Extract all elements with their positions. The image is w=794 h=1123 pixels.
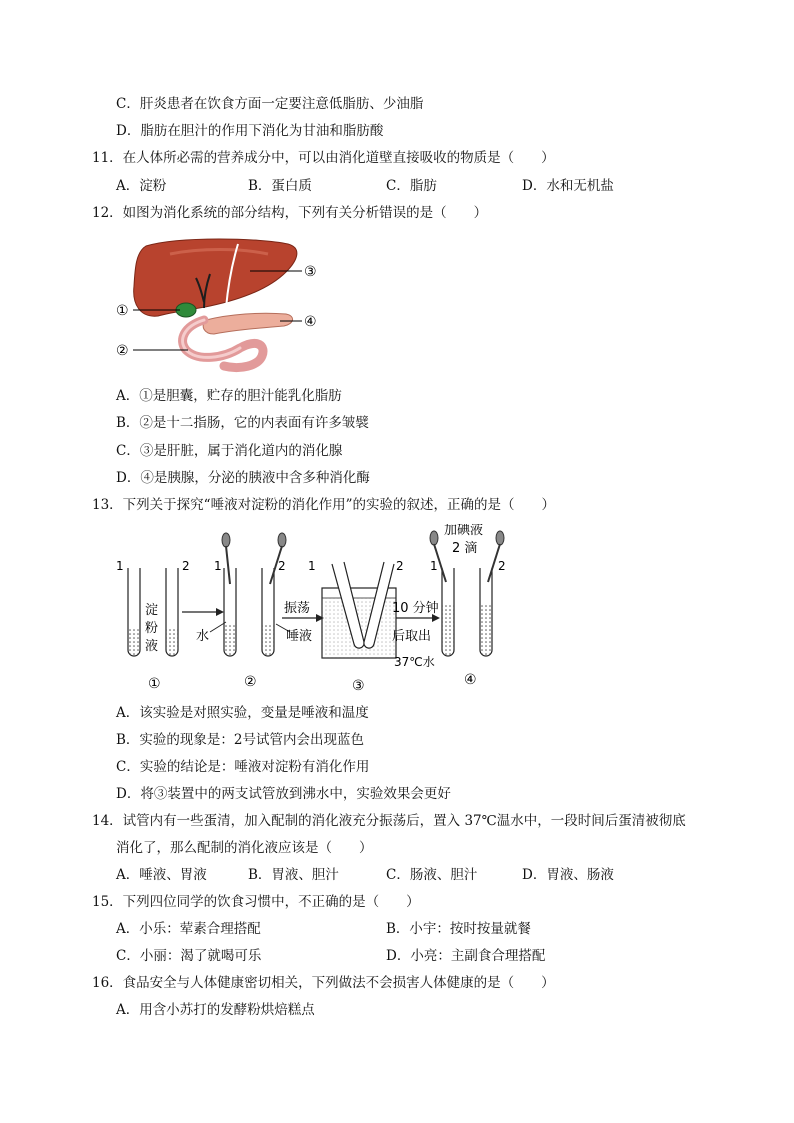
- step-num-2: ②: [244, 674, 257, 690]
- q10-option-d: D．脂肪在胆汁的作用下消化为甘油和脂肪酸: [116, 123, 384, 139]
- q14-stem-line2: 消化了，那么配制的消化液应该是（ ）: [116, 840, 373, 856]
- q12-stem: 12．如图为消化系统的部分结构，下列有关分析错误的是（ ）: [92, 205, 488, 221]
- step4-tube2-label: 2: [498, 559, 506, 573]
- q16-stem: 16．食品安全与人体健康密切相关，下列做法不会损害人体健康的是（ ）: [92, 975, 555, 991]
- arrow-1-head: [216, 608, 224, 616]
- saliva-experiment-figure: [112, 524, 524, 694]
- q11-option-b: B．蛋白质: [248, 178, 312, 194]
- step4-tube1-label: 1: [430, 559, 438, 573]
- q12-option-a: A．①是胆囊，贮存的胆汁能乳化脂肪: [116, 388, 342, 404]
- time-label-2: 后取出: [392, 629, 432, 644]
- iodine-label-1: 加碘液: [444, 524, 484, 538]
- step-num-1: ①: [148, 676, 161, 692]
- digestive-organs-figure: [110, 234, 340, 376]
- step3-tube2-label: 2: [396, 559, 404, 573]
- time-label-1: 10 分钟: [392, 601, 439, 616]
- shake-label: 振荡: [284, 601, 311, 616]
- saliva-label: 唾液: [286, 629, 313, 644]
- label-1: ①: [116, 303, 129, 319]
- q15-option-a: A．小乐：荤素合理搭配: [116, 921, 261, 937]
- q15-stem: 15．下列四位同学的饮食习惯中，不正确的是（ ）: [92, 894, 420, 910]
- step-num-3: ③: [352, 678, 365, 694]
- q14-option-c: C．肠液、胆汁: [386, 867, 478, 883]
- starch-char-2: 粉: [145, 621, 159, 636]
- label-3: ③: [304, 264, 317, 280]
- q11-option-d: D．水和无机盐: [522, 178, 614, 194]
- label-2: ②: [116, 343, 129, 359]
- q14-stem-line1: 14．试管内有一些蛋清，加入配制的消化液充分振荡后，置入 37℃温水中，一段时间后蛋清被彻底: [92, 813, 686, 829]
- pancreas-shape: [203, 313, 292, 334]
- step2-tube2-label: 2: [278, 559, 286, 573]
- iodine-label-2: 2 滴: [452, 541, 478, 556]
- q10-option-c: C．肝炎患者在饮食方面一定要注意低脂肪、少油脂: [116, 96, 424, 112]
- step3-beaker: [322, 562, 396, 658]
- label-4: ④: [304, 314, 317, 330]
- q14-option-b: B．胃液、胆汁: [248, 867, 339, 883]
- q12-option-b: B．②是十二指肠，它的内表面有许多皱襞: [116, 415, 369, 431]
- bath-label: 37℃水: [394, 655, 435, 669]
- q11-option-a: A．淀粉: [116, 178, 167, 194]
- step-num-4: ④: [464, 672, 477, 688]
- q11-option-c: C．脂肪: [386, 178, 437, 194]
- q13-option-d: D．将③装置中的两支试管放到沸水中，实验效果会更好: [116, 786, 451, 802]
- step3-tube1-label: 1: [308, 559, 316, 573]
- starch-char-1: 淀: [145, 603, 159, 618]
- q12-option-d: D．④是胰腺，分泌的胰液中含多种消化酶: [116, 470, 370, 486]
- q12-option-c: C．③是肝脏，属于消化道内的消化腺: [116, 443, 343, 459]
- q16-option-a: A．用含小苏打的发酵粉烘焙糕点: [116, 1002, 315, 1018]
- q11-stem: 11．在人体所必需的营养成分中，可以由消化道壁直接吸收的物质是（ ）: [92, 150, 555, 166]
- step2-tubes: [222, 533, 286, 656]
- q14-option-a: A．唾液、胃液: [116, 867, 207, 883]
- starch-char-3: 液: [145, 639, 159, 654]
- q13-option-a: A．该实验是对照实验，变量是唾液和温度: [116, 705, 369, 721]
- q14-option-d: D．胃液、肠液: [522, 867, 614, 883]
- step2-tube1-label: 1: [214, 559, 222, 573]
- q13-option-b: B．实验的现象是：2号试管内会出现蓝色: [116, 732, 365, 748]
- q15-option-d: D．小亮：主副食合理搭配: [386, 948, 546, 964]
- water-label: 水: [196, 629, 210, 644]
- q15-option-c: C．小丽：渴了就喝可乐: [116, 948, 262, 964]
- q15-option-b: B．小宇：按时按量就餐: [386, 921, 531, 937]
- q13-option-c: C．实验的结论是：唾液对淀粉有消化作用: [116, 759, 370, 775]
- step1-tube2-label: 2: [182, 559, 190, 573]
- step1-tube1-label: 1: [116, 559, 124, 573]
- q13-stem: 13．下列关于探究“唾液对淀粉的消化作用”的实验的叙述，正确的是（ ）: [92, 497, 555, 513]
